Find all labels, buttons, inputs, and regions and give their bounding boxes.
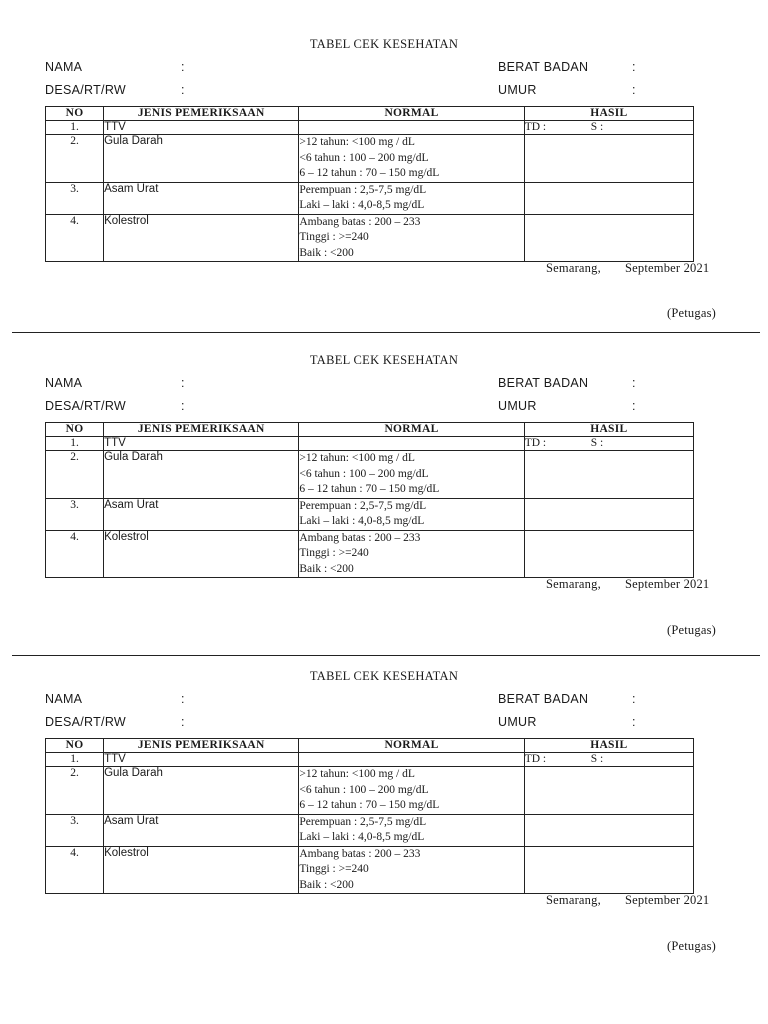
nama-colon: : — [181, 692, 185, 706]
table-header-row — [46, 107, 694, 121]
row-number: 3. — [46, 814, 104, 846]
umur-colon: : — [632, 715, 636, 729]
exam-name: TTV — [104, 753, 299, 767]
form-title: TABEL CEK KESEHATAN — [309, 353, 459, 367]
exam-name: Asam Urat — [104, 814, 299, 846]
normal-range-cell — [299, 814, 524, 846]
row-number: 2. — [46, 135, 104, 183]
table-row — [46, 437, 694, 451]
row-number: 2. — [46, 767, 104, 815]
form-title: TABEL CEK KESEHATAN — [309, 37, 459, 51]
officer-label: (Petugas) — [667, 306, 717, 320]
exam-name: TTV — [104, 121, 299, 135]
result-cell[interactable] — [524, 846, 693, 894]
nama-label: NAMA — [45, 60, 83, 74]
umur-colon: : — [632, 83, 636, 97]
berat-badan-colon: : — [632, 376, 636, 390]
health-check-table — [45, 106, 694, 262]
header-jenis-pemeriksaan: JENIS PEMERIKSAAN — [104, 739, 299, 753]
officer-label: (Petugas) — [667, 939, 717, 953]
berat-badan-label: BERAT BADAN — [498, 692, 589, 706]
table-row — [46, 498, 694, 530]
normal-range-cell — [299, 437, 524, 451]
result-cell[interactable] — [524, 814, 693, 846]
nama-label: NAMA — [45, 692, 83, 706]
header-hasil: HASIL — [524, 739, 693, 753]
normal-range-cell — [299, 530, 524, 578]
desa-rt-rw-colon: : — [181, 715, 185, 729]
table-row — [46, 767, 694, 815]
normal-range-line: <6 tahun : 100 – 200 mg/dL — [299, 467, 429, 480]
normal-range-line: Perempuan : 2,5-7,5 mg/dL — [299, 183, 427, 196]
result-cell[interactable] — [524, 530, 693, 578]
signature-place: Semarang, — [546, 893, 601, 907]
normal-range-cell — [299, 753, 524, 767]
signature-place: Semarang, — [546, 261, 601, 275]
table-row — [46, 846, 694, 894]
normal-range-line: <6 tahun : 100 – 200 mg/dL — [299, 151, 429, 164]
normal-range-cell — [299, 214, 524, 262]
normal-range-line: >12 tahun: <100 mg / dL — [299, 768, 415, 780]
table-row — [46, 214, 694, 262]
nama-colon: : — [181, 376, 185, 390]
normal-range-line: Baik : <200 — [299, 562, 354, 575]
row-number: 3. — [46, 182, 104, 214]
exam-name: Kolestrol — [104, 214, 299, 262]
normal-range-line: 6 – 12 tahun : 70 – 150 mg/dL — [299, 483, 440, 495]
exam-name: Asam Urat — [104, 182, 299, 214]
umur-label: UMUR — [498, 399, 537, 413]
header-no: NO — [46, 739, 104, 753]
exam-name: Kolestrol — [104, 846, 299, 894]
result-cell[interactable] — [524, 121, 693, 135]
table-row — [46, 814, 694, 846]
signature-date: September 2021 — [625, 261, 710, 275]
table-header-row — [46, 739, 694, 753]
td-label: TD : — [524, 437, 547, 449]
exam-name: Kolestrol — [104, 530, 299, 578]
exam-name: Gula Darah — [104, 451, 299, 499]
form-title: TABEL CEK KESEHATAN — [309, 669, 459, 683]
header-hasil: HASIL — [524, 423, 693, 437]
signature-date: September 2021 — [625, 577, 710, 591]
umur-colon: : — [632, 399, 636, 413]
normal-range-line: Ambang batas : 200 – 233 — [299, 847, 421, 860]
result-cell[interactable] — [524, 135, 693, 183]
desa-rt-rw-colon: : — [181, 83, 185, 97]
normal-range-line: Perempuan : 2,5-7,5 mg/dL — [299, 499, 427, 512]
signature-date: September 2021 — [625, 893, 710, 907]
berat-badan-label: BERAT BADAN — [498, 60, 589, 74]
nama-label: NAMA — [45, 376, 83, 390]
table-row — [46, 753, 694, 767]
normal-range-line: Laki – laki : 4,0-8,5 mg/dL — [299, 199, 425, 211]
normal-range-line: <6 tahun : 100 – 200 mg/dL — [299, 783, 429, 796]
row-number: 2. — [46, 451, 104, 499]
row-number: 1. — [46, 121, 104, 135]
normal-range-line: Laki – laki : 4,0-8,5 mg/dL — [299, 831, 425, 843]
normal-range-cell — [299, 121, 524, 135]
desa-rt-rw-label: DESA/RT/RW — [45, 715, 127, 729]
result-cell[interactable] — [524, 182, 693, 214]
health-check-form — [0, 0, 768, 320]
normal-range-cell — [299, 135, 524, 183]
normal-range-cell — [299, 451, 524, 499]
header-normal: NORMAL — [299, 107, 524, 121]
desa-rt-rw-label: DESA/RT/RW — [45, 83, 127, 97]
exam-name: Asam Urat — [104, 498, 299, 530]
row-number: 1. — [46, 437, 104, 451]
td-label: TD : — [524, 121, 547, 133]
header-no: NO — [46, 423, 104, 437]
normal-range-line: Laki – laki : 4,0-8,5 mg/dL — [299, 515, 425, 527]
nama-colon: : — [181, 60, 185, 74]
row-number: 4. — [46, 214, 104, 262]
s-label: S : — [590, 753, 604, 765]
s-label: S : — [590, 437, 604, 449]
berat-badan-colon: : — [632, 60, 636, 74]
normal-range-line: Ambang batas : 200 – 233 — [299, 215, 421, 228]
normal-range-line: >12 tahun: <100 mg / dL — [299, 136, 415, 148]
header-jenis-pemeriksaan: JENIS PEMERIKSAAN — [104, 107, 299, 121]
normal-range-line: 6 – 12 tahun : 70 – 150 mg/dL — [299, 167, 440, 179]
normal-range-cell — [299, 767, 524, 815]
table-row — [46, 121, 694, 135]
s-label: S : — [590, 121, 604, 133]
normal-range-line: Ambang batas : 200 – 233 — [299, 531, 421, 544]
officer-label: (Petugas) — [667, 623, 717, 637]
berat-badan-label: BERAT BADAN — [498, 376, 589, 390]
table-row — [46, 530, 694, 578]
exam-name: Gula Darah — [104, 135, 299, 183]
result-cell[interactable] — [524, 437, 693, 451]
result-cell[interactable] — [524, 498, 693, 530]
normal-range-cell — [299, 846, 524, 894]
row-number: 3. — [46, 498, 104, 530]
normal-range-cell — [299, 182, 524, 214]
health-check-table — [45, 738, 694, 894]
table-header-row — [46, 423, 694, 437]
normal-range-line: Baik : <200 — [299, 878, 354, 891]
result-cell[interactable] — [524, 753, 693, 767]
umur-label: UMUR — [498, 83, 537, 97]
table-row — [46, 451, 694, 499]
header-hasil: HASIL — [524, 107, 693, 121]
health-check-form — [0, 316, 768, 637]
berat-badan-colon: : — [632, 692, 636, 706]
table-row — [46, 182, 694, 214]
health-check-form — [0, 632, 768, 953]
normal-range-line: 6 – 12 tahun : 70 – 150 mg/dL — [299, 799, 440, 811]
exam-name: Gula Darah — [104, 767, 299, 815]
row-number: 4. — [46, 846, 104, 894]
normal-range-line: Tinggi : >=240 — [299, 231, 369, 243]
row-number: 1. — [46, 753, 104, 767]
desa-rt-rw-colon: : — [181, 399, 185, 413]
exam-name: TTV — [104, 437, 299, 451]
header-normal: NORMAL — [299, 739, 524, 753]
table-row — [46, 135, 694, 183]
normal-range-line: Tinggi : >=240 — [299, 547, 369, 559]
desa-rt-rw-label: DESA/RT/RW — [45, 399, 127, 413]
normal-range-line: Tinggi : >=240 — [299, 863, 369, 875]
header-normal: NORMAL — [299, 423, 524, 437]
health-check-table — [45, 422, 694, 578]
td-label: TD : — [524, 753, 547, 765]
header-no: NO — [46, 107, 104, 121]
umur-label: UMUR — [498, 715, 537, 729]
normal-range-line: Baik : <200 — [299, 246, 354, 259]
normal-range-line: >12 tahun: <100 mg / dL — [299, 452, 415, 464]
normal-range-cell — [299, 498, 524, 530]
normal-range-line: Perempuan : 2,5-7,5 mg/dL — [299, 815, 427, 828]
result-cell[interactable] — [524, 767, 693, 815]
row-number: 4. — [46, 530, 104, 578]
result-cell[interactable] — [524, 214, 693, 262]
signature-place: Semarang, — [546, 577, 601, 591]
result-cell[interactable] — [524, 451, 693, 499]
header-jenis-pemeriksaan: JENIS PEMERIKSAAN — [104, 423, 299, 437]
